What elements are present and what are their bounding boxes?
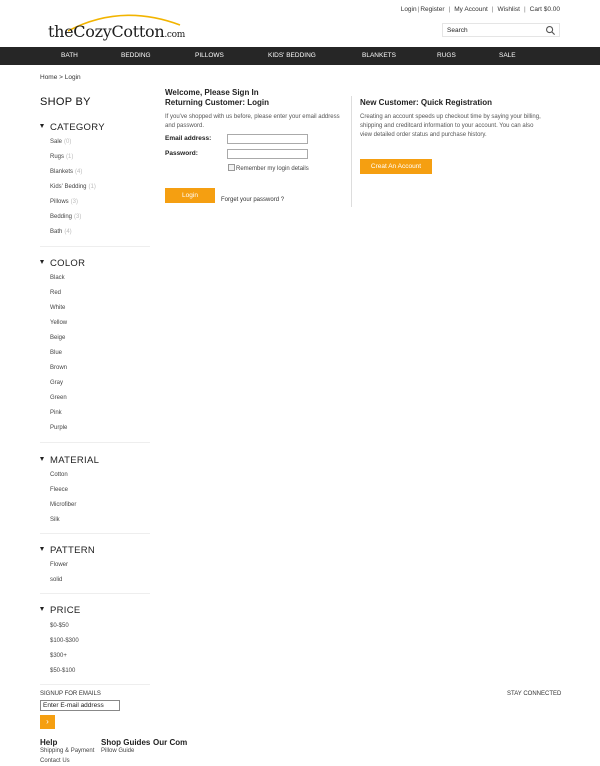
category-item-kids-bedding[interactable]: Kids' Bedding (1) [50,184,96,190]
new-customer-text: Creating an account speeds up checkout time by saying your billing, shipping and creditcard information to your account. You can also view detailed order status and purchase history. [360,114,541,138]
signup-label: SIGNUP FOR EMAILS [40,691,101,697]
color-item-white[interactable]: White [50,305,66,311]
returning-customer-title: Returning Customer: Login [165,98,269,107]
main-navbar [0,47,600,65]
password-label: Password: [165,150,198,157]
footer-pillow-guide-link[interactable]: Pillow Guide [101,748,135,754]
email-label: Email address: [165,135,212,142]
color-item-red[interactable]: Red [50,290,62,296]
triangle-down-icon [40,457,44,461]
login-button[interactable]: Login [165,188,215,203]
email-field[interactable] [227,134,308,144]
site-logo[interactable] [48,9,188,41]
footer-shipping-link[interactable]: Shipping & Payment [40,748,95,754]
price-item-300-plus[interactable]: $300+ [50,653,67,659]
cart-link[interactable]: Cart $0.00 [529,6,560,13]
color-item-black[interactable]: Black [50,275,65,281]
footer-our-com-heading: Our Com [153,738,188,747]
color-item-blue[interactable]: Blue [50,350,63,356]
remember-checkbox[interactable] [228,164,235,171]
newsletter-submit-button[interactable]: › [40,715,55,729]
footer-contact-link[interactable]: Contact Us [40,758,70,764]
login-link[interactable]: Login [400,6,417,13]
price-item-100-300[interactable]: $100-$300 [50,638,79,644]
create-account-button[interactable]: Creat An Account [360,159,432,174]
nav-sale[interactable]: SALE [499,52,516,59]
color-item-yellow[interactable]: Yellow [50,320,68,326]
category-item-blankets[interactable]: Blankets (4) [50,169,83,175]
welcome-title: Welcome, Please Sign In [165,88,259,97]
sidebar-divider [40,246,150,247]
color-item-purple[interactable]: Purple [50,425,68,431]
color-item-green[interactable]: Green [50,395,67,401]
login-header [165,88,269,108]
category-heading[interactable]: CATEGORY [40,122,105,133]
color-item-beige[interactable]: Beige [50,335,66,341]
login-intro-text: If you've shopped with us before, please enter your email address and password. [165,114,340,129]
color-item-brown[interactable]: Brown [50,365,68,371]
pattern-item-solid[interactable]: solid [50,577,63,583]
sidebar-divider [40,684,150,685]
category-item-rugs[interactable]: Rugs (1) [50,154,74,160]
footer-help-heading: Help [40,738,58,747]
top-links: Login|Register | My Account | Wishlist | Cart $0.00 [400,6,560,13]
wishlist-link[interactable]: Wishlist [497,6,520,13]
material-item-silk[interactable]: Silk [50,517,60,523]
nav-rugs[interactable]: RUGS [437,52,456,59]
section-divider [351,96,352,207]
price-heading[interactable]: PRICE [40,605,81,616]
price-item-50-100[interactable]: $50-$100 [50,668,76,674]
sidebar-divider [40,593,150,594]
search-icon[interactable] [545,25,556,36]
triangle-down-icon [40,607,44,611]
material-item-microfiber[interactable]: Microfiber [50,502,77,508]
remember-label: Remember my login details [236,166,309,172]
color-heading[interactable]: COLOR [40,258,85,269]
color-item-gray[interactable]: Gray [50,380,64,386]
nav-kids-bedding[interactable]: KIDS' BEDDING [268,52,316,59]
register-link[interactable]: Register [420,6,445,13]
footer-shop-guides-heading: Shop Guides [101,738,151,747]
nav-blankets[interactable]: BLANKETS [362,52,396,59]
color-item-pink[interactable]: Pink [50,410,62,416]
new-customer-title: New Customer: Quick Registration [360,98,493,107]
pattern-heading[interactable]: PATTERN [40,545,95,556]
search-box [442,23,560,37]
shop-by-title: SHOP BY [40,96,91,108]
category-item-bath[interactable]: Bath (4) [50,229,72,235]
category-item-bedding[interactable]: Bedding (3) [50,214,82,220]
logo-text: theCozyCotton.com [48,22,185,41]
nav-bedding[interactable]: BEDDING [121,52,151,59]
material-item-fleece[interactable]: Fleece [50,487,69,493]
forgot-password-link[interactable]: Forget your password ? [221,197,285,203]
breadcrumb[interactable]: Home > Login [40,74,81,81]
stay-connected-label: STAY CONNECTED [507,691,562,697]
nav-pillows[interactable]: PILLOWS [195,52,224,59]
sidebar-divider [40,533,150,534]
triangle-down-icon [40,260,44,264]
triangle-down-icon [40,124,44,128]
sidebar-divider [40,442,150,443]
newsletter-email-input[interactable] [40,700,120,711]
pattern-item-flower[interactable]: Flower [50,562,69,568]
triangle-down-icon [40,547,44,551]
my-account-link[interactable]: My Account [454,6,488,13]
category-item-pillows[interactable]: Pillows (3) [50,199,79,205]
password-field[interactable] [227,149,308,159]
material-heading[interactable]: MATERIAL [40,455,99,466]
category-item-sale[interactable]: Sale (0) [50,139,72,145]
nav-bath[interactable]: BATH [61,52,78,59]
price-item-0-50[interactable]: $0-$50 [50,623,69,629]
material-item-cotton[interactable]: Cotton [50,472,68,478]
search-input[interactable] [443,24,541,36]
remember-me[interactable] [228,164,309,172]
